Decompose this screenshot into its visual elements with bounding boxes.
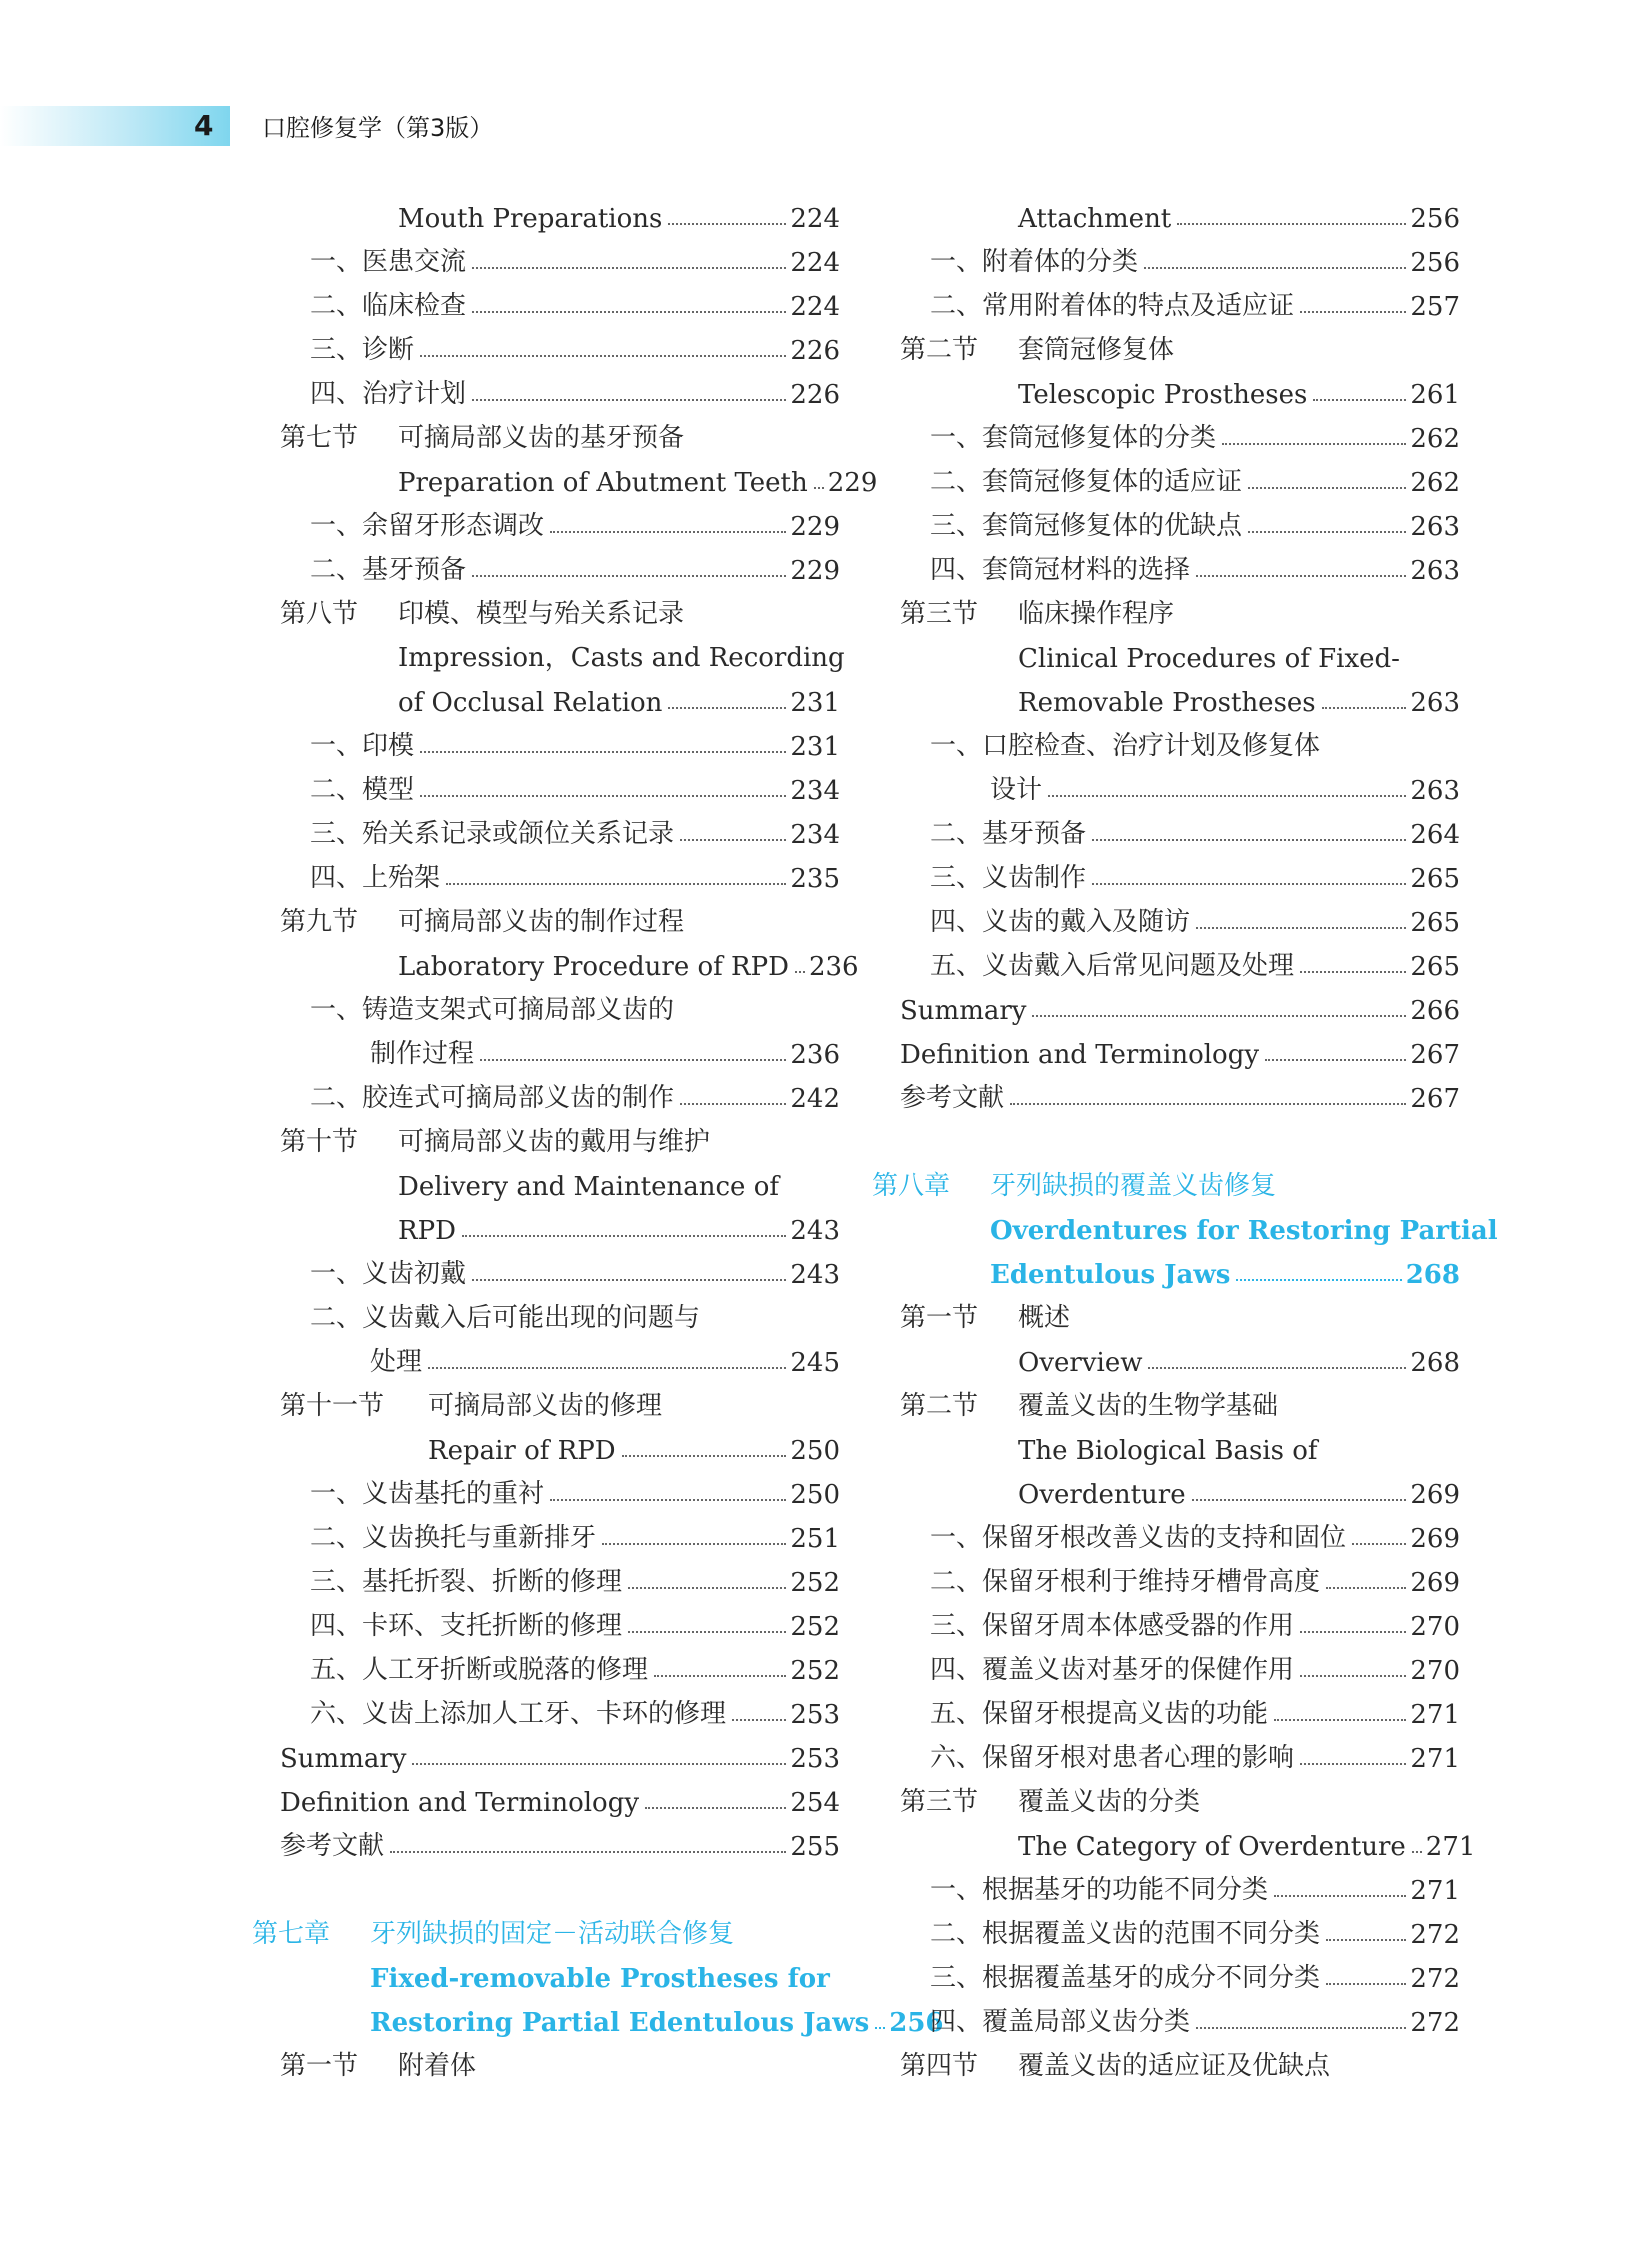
- toc-entry: 三、套筒冠修复体的优缺点 263: [930, 511, 1460, 542]
- toc-entry: 二、义齿换托与重新排牙 251: [310, 1523, 840, 1554]
- section-heading: 第二节 覆盖义齿的生物学基础: [900, 1391, 1279, 1421]
- section-heading: 第四节 覆盖义齿的适应证及优缺点: [900, 2051, 1331, 2081]
- toc-text-line: Delivery and Maintenance of: [398, 1172, 779, 1202]
- toc-text-line: 一、铸造支架式可摘局部义齿的: [310, 995, 675, 1025]
- toc-entry: Removable Prostheses 263: [1018, 688, 1460, 718]
- toc-entry: The Category of Overdenture 271: [1018, 1832, 1476, 1862]
- section-heading: 第二节 套筒冠修复体: [900, 335, 1175, 365]
- toc-entry: 处理 245: [370, 1347, 840, 1378]
- toc-entry: Mouth Preparations 224: [398, 204, 840, 234]
- toc-entry-definition: Definition and Terminology 267: [900, 1040, 1460, 1070]
- toc-entry: 二、保留牙根利于维持牙槽骨高度 269: [930, 1567, 1460, 1598]
- toc-entry: 五、保留牙根提高义齿的功能 271: [930, 1699, 1460, 1730]
- toc-entry: 四、卡环、支托折断的修理 252: [310, 1611, 840, 1642]
- toc-entry: Restoring Partial Edentulous Jaws 256: [370, 2008, 944, 2038]
- toc-entry: Telescopic Prostheses 261: [1018, 380, 1460, 410]
- toc-entry: 五、义齿戴入后常见问题及处理 265: [930, 951, 1460, 982]
- toc-text-line: The Biological Basis of: [1018, 1436, 1318, 1466]
- toc-entry: 六、保留牙根对患者心理的影响 271: [930, 1743, 1460, 1774]
- toc-entry: Attachment 256: [1018, 204, 1460, 234]
- toc-text-line: 一、口腔检查、治疗计划及修复体: [930, 731, 1321, 761]
- toc-entry: 三、根据覆盖基牙的成分不同分类 272: [930, 1963, 1460, 1994]
- chapter-heading: 第七章 牙列缺损的固定－活动联合修复: [252, 1919, 735, 1949]
- toc-entry: 二、模型 234: [310, 775, 840, 806]
- toc-entry: 三、义齿制作 265: [930, 863, 1460, 894]
- section-heading: 第一节 概述: [900, 1303, 1071, 1333]
- toc-entry: Overview 268: [1018, 1348, 1460, 1378]
- toc-entry: 四、治疗计划 226: [310, 379, 840, 410]
- page-number: 4: [194, 109, 214, 142]
- toc-entry: 二、基牙预备 264: [930, 819, 1460, 850]
- toc-entry: Laboratory Procedure of RPD 236: [398, 952, 859, 982]
- toc-right-column: [872, 190, 1498, 2082]
- toc-entry: 五、人工牙折断或脱落的修理 252: [310, 1655, 840, 1686]
- toc-entry: 一、义齿基托的重衬 250: [310, 1479, 840, 1510]
- toc-entry: Preparation of Abutment Teeth 229: [398, 468, 878, 498]
- toc-entry: 一、医患交流 224: [310, 247, 840, 278]
- toc-entry: 三、诊断 226: [310, 335, 840, 366]
- toc-entry: 一、套筒冠修复体的分类 262: [930, 423, 1460, 454]
- section-heading: 第十一节 可摘局部义齿的修理: [280, 1391, 663, 1421]
- toc-entry: 二、套筒冠修复体的适应证 262: [930, 467, 1460, 498]
- toc-text-line: Clinical Procedures of Fixed-: [1018, 644, 1400, 674]
- toc-left-column: [252, 190, 944, 2082]
- toc-entry: 二、根据覆盖义齿的范围不同分类 272: [930, 1919, 1460, 1950]
- toc-entry-definition: Definition and Terminology 254: [280, 1788, 840, 1818]
- toc-entry: 二、基牙预备 229: [310, 555, 840, 586]
- toc-entry: Overdenture 269: [1018, 1480, 1460, 1510]
- toc-entry: 四、上殆架 235: [310, 863, 840, 894]
- toc-entry: 四、覆盖义齿对基牙的保健作用 270: [930, 1655, 1460, 1686]
- toc-entry-summary: Summary 253: [280, 1744, 840, 1774]
- toc-entry: 二、胶连式可摘局部义齿的制作 242: [310, 1083, 840, 1114]
- toc-entry: 制作过程 236: [370, 1039, 840, 1070]
- toc-entry: of Occlusal Relation 231: [398, 688, 840, 718]
- chapter-heading: 第八章 牙列缺损的覆盖义齿修复: [872, 1171, 1277, 1201]
- toc-entry: Edentulous Jaws 268: [990, 1260, 1460, 1290]
- section-heading: 第九节 可摘局部义齿的制作过程: [280, 907, 685, 937]
- section-heading: 第十节 可摘局部义齿的戴用与维护: [280, 1127, 711, 1157]
- toc-entry: 一、附着体的分类 256: [930, 247, 1460, 278]
- section-heading: 第八节 印模、模型与殆关系记录: [280, 599, 685, 629]
- toc-entry: 四、义齿的戴入及随访 265: [930, 907, 1460, 938]
- toc-entry-summary: Summary 266: [900, 996, 1460, 1026]
- section-heading: 第三节 临床操作程序: [900, 599, 1175, 629]
- toc-entry: 一、义齿初戴 243: [310, 1259, 840, 1290]
- toc-entry: 六、义齿上添加人工牙、卡环的修理 253: [310, 1699, 840, 1730]
- book-title: 口腔修复学（第3版）: [262, 114, 494, 142]
- toc-entry: 四、覆盖局部义齿分类 272: [930, 2007, 1460, 2038]
- toc-entry: 二、常用附着体的特点及适应证 257: [930, 291, 1460, 322]
- toc-entry: 四、套筒冠材料的选择 263: [930, 555, 1460, 586]
- toc-entry: 一、余留牙形态调改 229: [310, 511, 840, 542]
- toc-entry: Repair of RPD 250: [428, 1436, 840, 1466]
- section-heading: 第一节 附着体: [280, 2051, 477, 2081]
- toc-text-line: 二、义齿戴入后可能出现的问题与: [310, 1303, 701, 1333]
- toc-entry-references: 参考文献 267: [900, 1083, 1460, 1114]
- toc-text-line: Impression，Casts and Recording: [398, 643, 845, 673]
- toc-entry: 一、根据基牙的功能不同分类 271: [930, 1875, 1460, 1906]
- toc-entry: 二、临床检查 224: [310, 291, 840, 322]
- toc-entry-references: 参考文献 255: [280, 1831, 840, 1862]
- toc-entry: 三、殆关系记录或颌位关系记录 234: [310, 819, 840, 850]
- toc-entry: 一、保留牙根改善义齿的支持和固位 269: [930, 1523, 1460, 1554]
- section-heading: 第三节 覆盖义齿的分类: [900, 1787, 1201, 1817]
- toc-entry: 三、基托折裂、折断的修理 252: [310, 1567, 840, 1598]
- toc-entry: 一、印模 231: [310, 731, 840, 762]
- chapter-title-en: Fixed-removable Prostheses for: [370, 1964, 830, 1994]
- toc-entry: 设计 263: [990, 775, 1460, 806]
- toc-entry: 三、保留牙周本体感受器的作用 270: [930, 1611, 1460, 1642]
- chapter-title-en: Overdentures for Restoring Partial: [990, 1216, 1498, 1246]
- section-heading: 第七节 可摘局部义齿的基牙预备: [280, 423, 685, 453]
- toc-entry: RPD 243: [398, 1216, 840, 1246]
